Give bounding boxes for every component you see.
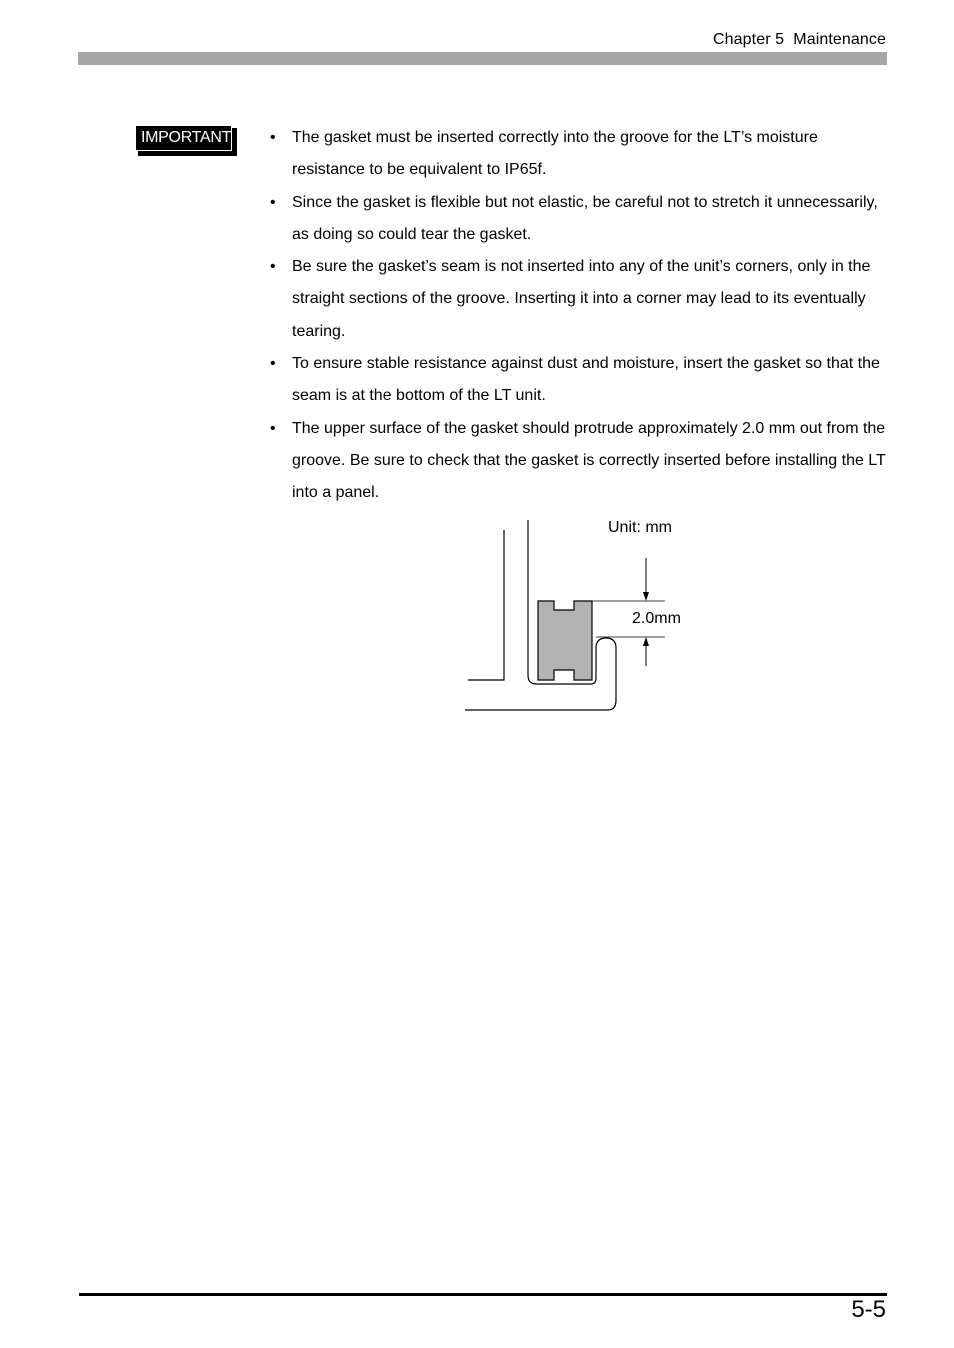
chapter-header: Chapter 5 Maintenance [713,31,886,48]
note-text: Since the gasket is flexible but not elastic, be careful not to stretch it unnecessarily, as doing so could tear the gasket. [292,193,878,243]
note-text: Be sure the gasket’s seam is not inserted into any of the unit’s corners, only in the straight sections of the groove. Inserting it into a corner may lead to its eventually tearing. [292,258,871,340]
note-item [270,251,890,348]
arrowhead-up-icon [643,637,649,646]
bullet-icon: • [270,258,276,276]
important-badge-label: IMPORTANT [135,125,232,151]
note-item [270,187,890,252]
note-item [270,122,890,187]
figure-unit-label: Unit: mm [608,519,672,536]
bullet-icon: • [270,129,276,146]
header-bar [78,52,887,65]
arrowhead-down-icon [643,592,649,601]
important-notes-list [270,122,890,510]
note-text: The gasket must be inserted correctly into the groove for the LT’s moisture resistance to be equivalent to IP65f. [292,129,818,179]
gasket-shape [538,601,592,680]
note-item [270,348,890,413]
bullet-icon: • [270,419,276,437]
note-text: To ensure stable resistance against dust and moisture, insert the gasket so that the seam is at the bottom of the LT unit. [292,355,880,405]
page-number: 5-5 [851,1296,886,1323]
figure-dimension-label: 2.0mm [632,610,681,627]
footer-rule [79,1293,887,1296]
note-item [270,413,890,510]
bullet-icon: • [270,355,276,373]
important-badge [135,125,237,156]
bullet-icon: • [270,193,276,211]
panel-edge-line [468,530,504,680]
gasket-cross-section-figure [440,512,720,722]
note-text: The upper surface of the gasket should protrude approximately 2.0 mm out from the groove. Be sure to check that the gasket is correctly inserted before installing the LT into a panel. [292,419,886,502]
